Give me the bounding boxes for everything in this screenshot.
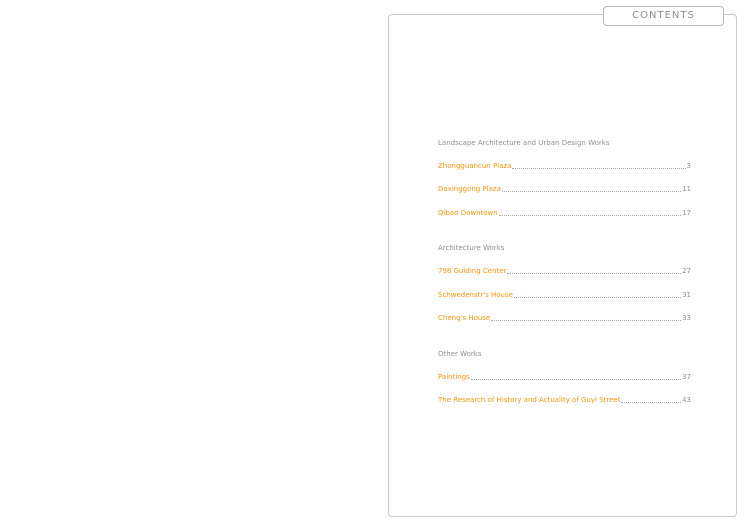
toc-entry-label: Cheng's House xyxy=(438,314,491,322)
dot-leader xyxy=(491,320,681,321)
page-frame xyxy=(388,14,737,517)
toc-entry-page: 33 xyxy=(682,314,691,322)
toc-entry-page: 27 xyxy=(682,267,691,275)
toc-entry-qibao-downtown[interactable] xyxy=(438,209,691,218)
dot-leader xyxy=(502,191,681,192)
toc-entry-paintings[interactable] xyxy=(438,373,691,382)
toc-entry-daxinggong-plaza[interactable] xyxy=(438,185,691,194)
toc-entry-798-guiding-center[interactable] xyxy=(438,267,691,276)
section-title-architecture: Architecture Works xyxy=(438,244,505,252)
toc-entry-page: 43 xyxy=(682,396,691,404)
toc-entry-label: Zhongguancun Plaza xyxy=(438,162,512,170)
toc-entry-schwedenstrs-house[interactable] xyxy=(438,291,691,300)
toc-entry-label: Paintings xyxy=(438,373,470,381)
toc-entry-page: 17 xyxy=(682,209,691,217)
section-title-other-works: Other Works xyxy=(438,350,482,358)
toc-entry-page: 31 xyxy=(682,291,691,299)
contents-tab[interactable] xyxy=(603,6,724,26)
toc-entry-label: Schwedenstr's House xyxy=(438,291,513,299)
dot-leader xyxy=(471,379,681,380)
dot-leader xyxy=(514,297,681,298)
toc-entry-page: 11 xyxy=(682,185,691,193)
toc-entry-chengs-house[interactable] xyxy=(438,314,691,323)
dot-leader xyxy=(621,402,681,403)
toc-entry-label: 798 Guiding Center xyxy=(438,267,507,275)
section-title-landscape: Landscape Architecture and Urban Design Works xyxy=(438,139,610,147)
toc-entry-page: 37 xyxy=(682,373,691,381)
toc-entry-label: Daxinggong Plaza xyxy=(438,185,501,193)
toc-entry-zhongguancun-plaza[interactable] xyxy=(438,162,691,171)
toc-entry-page: 3 xyxy=(686,162,691,170)
dot-leader xyxy=(512,168,685,169)
toc-entry-guyi-street-research[interactable] xyxy=(438,396,691,405)
contents-tab-label: CONTENTS xyxy=(632,10,695,21)
dot-leader xyxy=(499,215,681,216)
toc-entry-label: Qibao Downtown xyxy=(438,209,498,217)
toc-entry-label: The Research of History and Actuality of Guyi Street xyxy=(438,396,621,404)
dot-leader xyxy=(507,273,681,274)
